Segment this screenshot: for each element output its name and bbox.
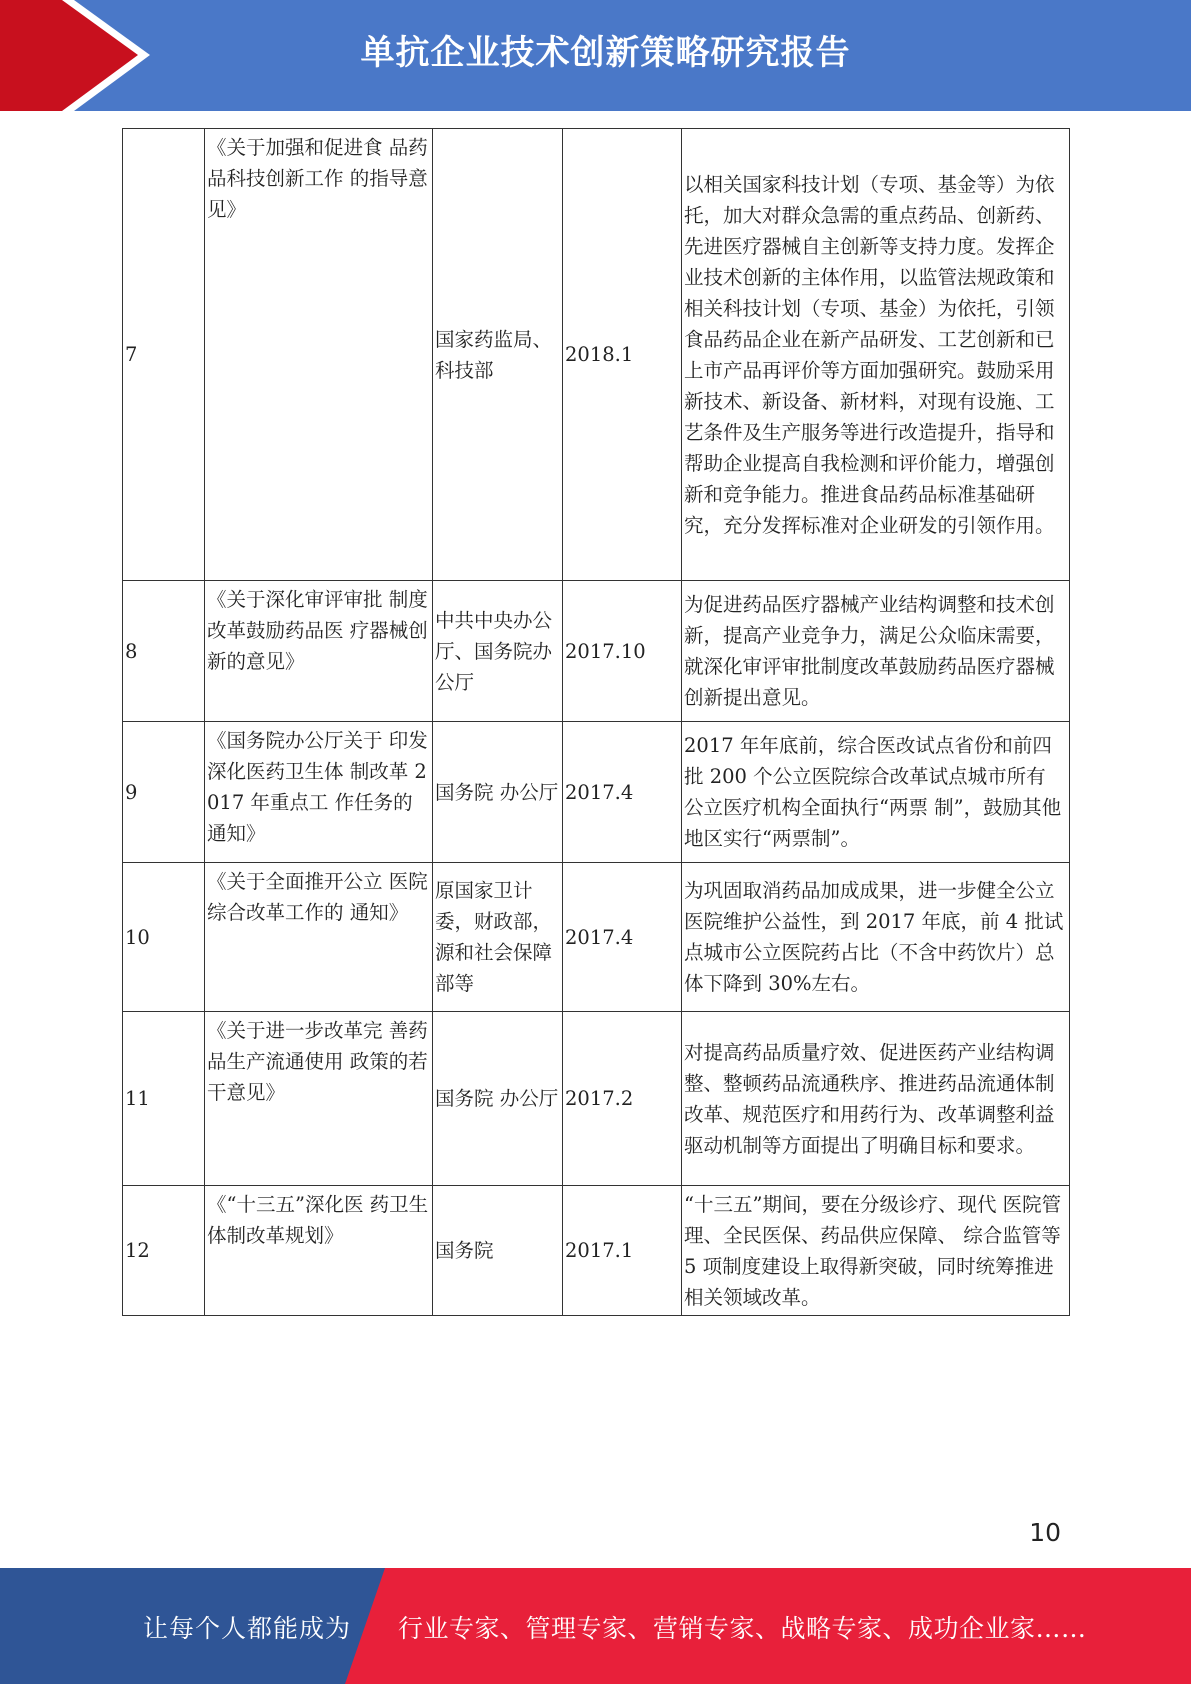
policy-date: 2017.10	[563, 581, 682, 722]
table-row	[123, 129, 1070, 581]
policy-title: 《“十三五”深化医 药卫生体制改革规划》	[205, 1186, 433, 1316]
policy-title: 《关于进一步改革完 善药品生产流通使用 政策的若干意见》	[205, 1012, 433, 1186]
report-title: 单抗企业技术创新策略研究报告	[360, 33, 851, 73]
policy-date: 2017.4	[563, 722, 682, 863]
page-header	[0, 0, 1191, 111]
policy-date: 2017.2	[563, 1012, 682, 1186]
policy-issuer: 原国家卫计委，财政部，源和社会保障部等	[433, 863, 563, 1012]
policy-date: 2017.1	[563, 1186, 682, 1316]
policy-title: 《关于全面推开公立 医院综合改革工作的 通知》	[205, 863, 433, 1012]
policy-issuer: 国务院	[433, 1186, 563, 1316]
table-row	[123, 581, 1070, 722]
policy-title: 《关于深化审评审批 制度改革鼓励药品医 疗器械创新的意见》	[205, 581, 433, 722]
policy-description: 2017 年年底前，综合医改试点省份和前四批 200 个公立医院综合改革试点城市所有公立医疗机构全面执行“两票 制”，鼓励其他地区实行“两票制”。	[682, 722, 1070, 863]
row-number: 9	[123, 722, 205, 863]
policy-title: 《关于加强和促进食 品药品科技创新工作 的指导意见》	[205, 129, 433, 581]
footer-slogan-left: 让每个人都能成为	[143, 1614, 352, 1643]
policy-date: 2018.1	[563, 129, 682, 581]
policy-issuer: 国家药监局、科技部	[433, 129, 563, 581]
page-footer	[0, 1568, 1191, 1684]
row-number: 7	[123, 129, 205, 581]
policy-description: “十三五”期间，要在分级诊疗、现代 医院管理、全民医保、药品供应保障、 综合监管等 5 项制度建设上取得新突破，同时统筹推进相关领域改革。	[682, 1186, 1070, 1316]
row-number: 8	[123, 581, 205, 722]
policy-title: 《国务院办公厅关于 印发深化医药卫生体 制改革 2017 年重点工 作任务的通知》	[205, 722, 433, 863]
table-row	[123, 722, 1070, 863]
policy-issuer: 国务院 办公厅	[433, 1012, 563, 1186]
row-number: 12	[123, 1186, 205, 1316]
page-number: 10	[1029, 1518, 1061, 1547]
row-number: 10	[123, 863, 205, 1012]
policy-description: 对提高药品质量疗效、促进医药产业结构调整、整顿药品流通秩序、推进药品流通体制改革、规范医疗和用药行为、改革调整利益驱动机制等方面提出了明确目标和要求。	[682, 1012, 1070, 1186]
policy-issuer: 国务院 办公厅	[433, 722, 563, 863]
policy-date: 2017.4	[563, 863, 682, 1012]
footer-slogan-right: 行业专家、管理专家、营销专家、战略专家、成功企业家……	[398, 1614, 1087, 1643]
table-row	[123, 1186, 1070, 1316]
policy-description: 为巩固取消药品加成成果，进一步健全公立医院维护公益性，到 2017 年底，前 4 批试点城市公立医院药占比（不含中药饮片）总体下降到 30%左右。	[682, 863, 1070, 1012]
policy-description: 为促进药品医疗器械产业结构调整和技术创新，提高产业竞争力，满足公众临床需要，就深化审评审批制度改革鼓励药品医疗器械创新提出意见。	[682, 581, 1070, 722]
row-number: 11	[123, 1012, 205, 1186]
policy-description: 以相关国家科技计划（专项、基金等）为依托，加大对群众急需的重点药品、创新药、先进医疗器械自主创新等支持力度。发挥企业技术创新的主体作用，以监管法规政策和相关科技计划（专项、基金）为依托，引领食品药品企业在新产品研发、工艺创新和已上市产品再评价等方面加强研究。鼓励采用新技术、新设备、新材料，对现有设施、工艺条件及生产服务等进行改造提升，指导和帮助企业提高自我检测和评价能力，增强创新和竞争能力。推进食品药品标准基础研究，充分发挥标准对企业研发的引领作用。	[682, 129, 1070, 581]
table-row	[123, 863, 1070, 1012]
table-row	[123, 1012, 1070, 1186]
policy-issuer: 中共中央办公厅、国务院办公厅	[433, 581, 563, 722]
policy-table	[122, 128, 1070, 1316]
